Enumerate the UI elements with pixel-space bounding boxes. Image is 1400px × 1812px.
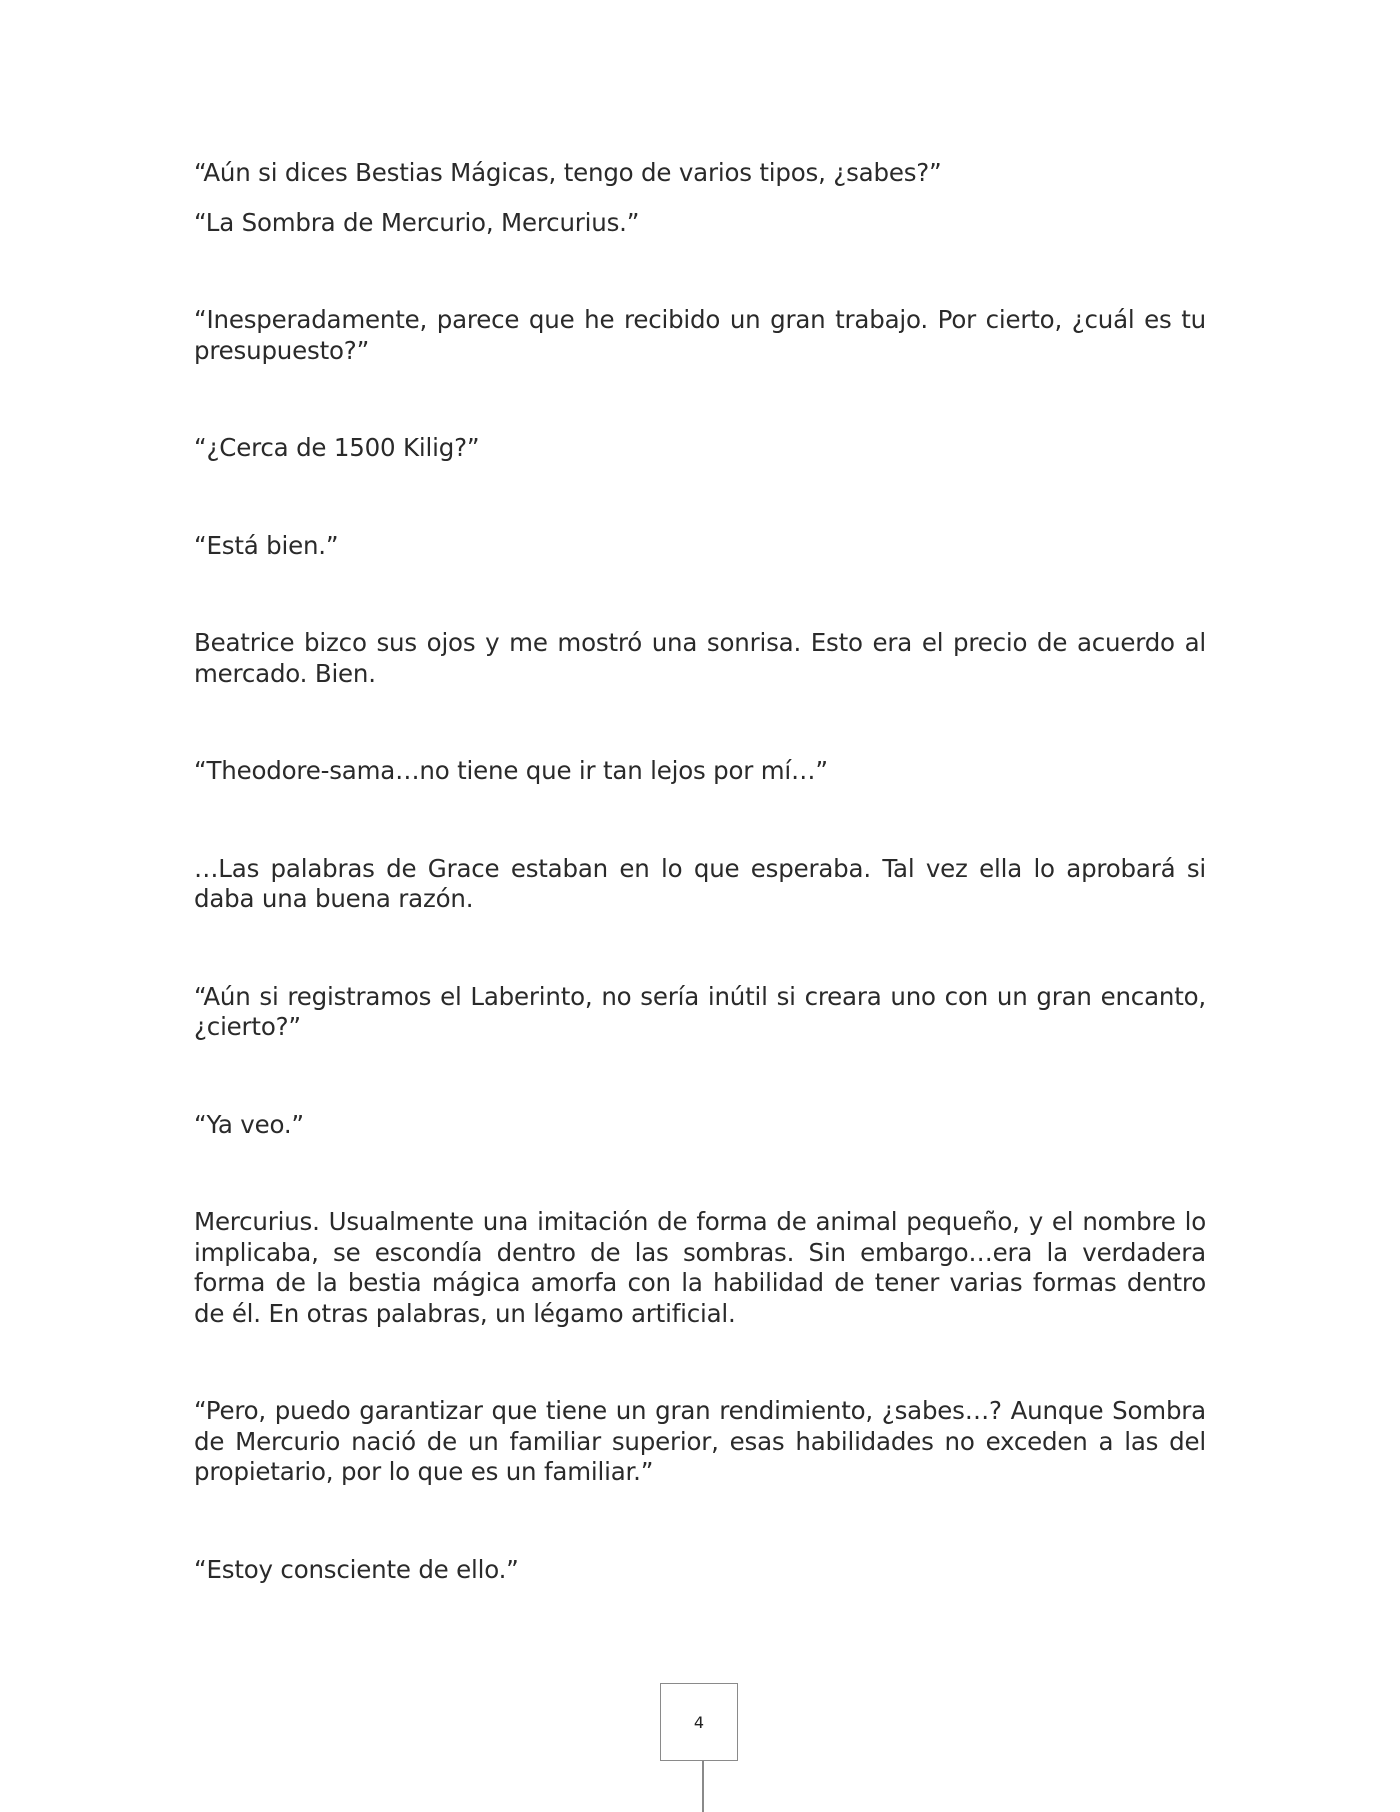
paragraph-12: “Pero, puedo garantizar que tiene un gran rendimiento, ¿sabes…? Aunque Sombra de Mercurio nació de un familiar superior, esas habilidades no exceden a las del propietario, por lo que es un familiar.” (194, 1396, 1206, 1486)
paragraph-1: “Aún si dices Bestias Mágicas, tengo de varios tipos, ¿sabes?” (194, 158, 942, 187)
paragraph-4: “¿Cerca de 1500 Kilig?” (194, 433, 480, 462)
paragraph-9: “Aún si registramos el Laberinto, no sería inútil si creara uno con un gran encanto, ¿cierto?” (194, 981, 1206, 1041)
page-number-stem (702, 1761, 704, 1812)
page-number: 4 (693, 1712, 705, 1732)
page-number-box (660, 1683, 738, 1761)
paragraph-11: Mercurius. Usualmente una imitación de forma de animal pequeño, y el nombre lo implicaba, se escondía dentro de las sombras. Sin embargo…era la verdadera forma de la bestia mágica amorfa con la habilidad de tener varias formas dentro de él. En otras palabras, un légamo artificial. (194, 1207, 1206, 1328)
paragraph-8: …Las palabras de Grace estaban en lo que esperaba. Tal vez ella lo aprobará si daba una buena razón. (194, 853, 1206, 913)
paragraph-13: “Estoy consciente de ello.” (194, 1554, 519, 1584)
paragraph-7: “Theodore-sama…no tiene que ir tan lejos por mí…” (194, 756, 828, 785)
paragraph-10: “Ya veo.” (194, 1109, 304, 1139)
paragraph-3: “Inesperadamente, parece que he recibido un gran trabajo. Por cierto, ¿cuál es tu presupuesto?” (194, 305, 1206, 365)
text-body (194, 158, 1206, 1585)
paragraph-5: “Está bien.” (194, 530, 339, 560)
paragraph-6: Beatrice bizco sus ojos y me mostró una sonrisa. Esto era el precio de acuerdo al mercado. Bien. (194, 628, 1206, 688)
paragraph-2: “La Sombra de Mercurio, Mercurius.” (194, 207, 640, 237)
